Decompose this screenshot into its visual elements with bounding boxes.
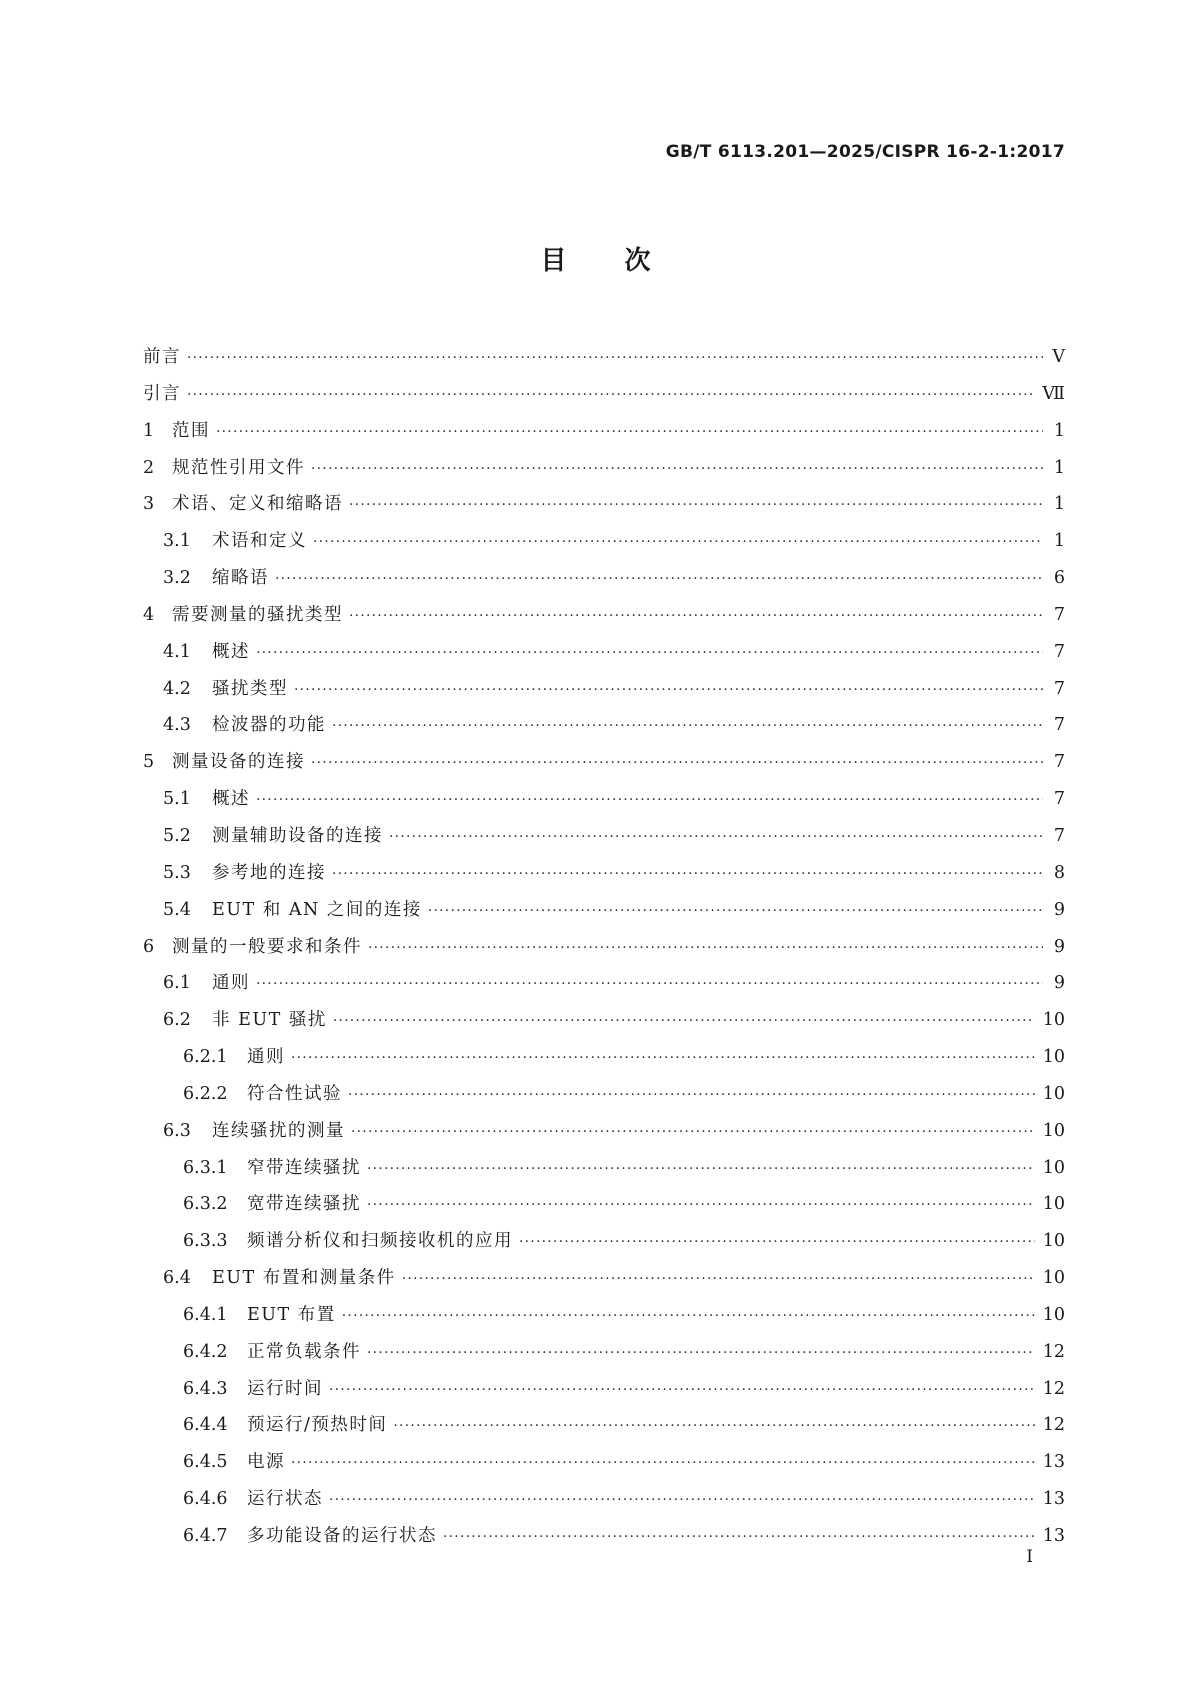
toc-entry-title: 检波器的功能 bbox=[212, 715, 326, 736]
toc-entry-page: 9 bbox=[1053, 899, 1065, 920]
standard-code-header: GB/T 6113.201—2025/CISPR 16-2-1:2017 bbox=[665, 142, 1065, 162]
toc-entry[interactable] bbox=[143, 339, 1065, 376]
toc-dot-leader bbox=[275, 561, 1043, 598]
toc-dot-leader bbox=[367, 1187, 1035, 1224]
toc-dot-leader bbox=[349, 598, 1043, 635]
toc-entry[interactable] bbox=[143, 560, 1065, 597]
toc-entry-title: 频谱分析仪和扫频接收机的应用 bbox=[247, 1231, 513, 1252]
toc-entry-page: 10 bbox=[1042, 1047, 1065, 1068]
toc-entry-number: 6.2.1 bbox=[183, 1047, 228, 1068]
toc-entry-page: 10 bbox=[1042, 1268, 1065, 1289]
toc-dot-leader bbox=[187, 377, 1034, 414]
toc-entry[interactable] bbox=[143, 1518, 1065, 1555]
toc-entry-number: 6.4.5 bbox=[183, 1452, 228, 1473]
toc-entry[interactable] bbox=[143, 1407, 1065, 1444]
toc-dot-leader bbox=[256, 782, 1043, 819]
toc-entry-page: 9 bbox=[1053, 936, 1065, 957]
toc-dot-leader bbox=[291, 1040, 1035, 1077]
toc-entry-title: 测量辅助设备的连接 bbox=[212, 825, 383, 846]
toc-entry[interactable] bbox=[143, 1371, 1065, 1408]
toc-dot-leader bbox=[311, 451, 1043, 488]
toc-entry-number: 6.4.7 bbox=[183, 1526, 228, 1546]
toc-entry-title: 窄带连续骚扰 bbox=[247, 1157, 361, 1178]
toc-entry-title: 术语和定义 bbox=[212, 531, 307, 552]
toc-dot-leader bbox=[367, 1335, 1035, 1372]
toc-entry-number: 1 bbox=[143, 420, 155, 441]
toc-entry-title: 通则 bbox=[212, 973, 250, 994]
toc-dot-leader bbox=[342, 1298, 1035, 1335]
toc-entry-title: 规范性引用文件 bbox=[172, 457, 305, 478]
toc-entry-page: 7 bbox=[1053, 678, 1065, 699]
toc-dot-leader bbox=[519, 1224, 1035, 1261]
toc-entry-title: 骚扰类型 bbox=[212, 678, 288, 699]
toc-entry[interactable] bbox=[143, 1076, 1065, 1113]
toc-entry[interactable] bbox=[143, 1150, 1065, 1187]
toc-entry-title: 连续骚扰的测量 bbox=[212, 1120, 345, 1141]
toc-entry-title: 前言 bbox=[143, 347, 181, 367]
toc-entry-number: 6.2 bbox=[163, 1010, 191, 1031]
toc-entry-page: 6 bbox=[1053, 568, 1065, 589]
toc-entry-number: 2 bbox=[143, 457, 155, 478]
toc-dot-leader bbox=[256, 635, 1043, 672]
toc-entry-number: 6.4 bbox=[163, 1268, 191, 1289]
toc-entry-title: 参考地的连接 bbox=[212, 862, 326, 883]
toc-entry-number: 6.3.1 bbox=[183, 1157, 228, 1178]
toc-entry-number: 6.2.2 bbox=[183, 1083, 228, 1104]
toc-entry-number: 3 bbox=[143, 494, 155, 515]
toc-entry-title: 非 EUT 骚扰 bbox=[212, 1010, 327, 1031]
toc-entry-title: 概述 bbox=[212, 641, 250, 662]
toc-entry-title: 预运行/预热时间 bbox=[247, 1415, 388, 1436]
toc-entry[interactable] bbox=[143, 486, 1065, 523]
toc-entry[interactable] bbox=[143, 1297, 1065, 1334]
toc-entry-page: 8 bbox=[1053, 862, 1065, 883]
toc-entry-title: 宽带连续骚扰 bbox=[247, 1194, 361, 1215]
toc-entry-number: 4.2 bbox=[163, 678, 191, 699]
toc-entry[interactable] bbox=[143, 597, 1065, 634]
toc-entry[interactable] bbox=[143, 929, 1065, 966]
toc-entry-title: 测量设备的连接 bbox=[172, 752, 305, 773]
toc-entry-number: 3.2 bbox=[163, 568, 191, 589]
toc-entry-number: 4.3 bbox=[163, 715, 191, 736]
toc-entry-number: 6.3.3 bbox=[183, 1231, 228, 1252]
toc-entry[interactable] bbox=[143, 892, 1065, 929]
toc-dot-leader bbox=[351, 1114, 1035, 1151]
toc-entry-title: 运行状态 bbox=[247, 1489, 323, 1510]
toc-dot-leader bbox=[216, 414, 1043, 451]
toc-dot-leader bbox=[389, 819, 1043, 856]
toc-dot-leader bbox=[348, 1077, 1035, 1114]
toc-entry-number: 5.4 bbox=[163, 899, 191, 920]
toc-dot-leader bbox=[402, 1261, 1035, 1298]
toc-entry-page: 7 bbox=[1053, 789, 1065, 810]
toc-entry[interactable] bbox=[143, 744, 1065, 781]
toc-entry-number: 6 bbox=[143, 936, 155, 957]
toc-entry[interactable] bbox=[143, 1113, 1065, 1150]
toc-entry-number: 6.4.3 bbox=[183, 1378, 228, 1399]
toc-entry-title: 缩略语 bbox=[212, 568, 269, 589]
toc-entry-number: 6.3 bbox=[163, 1120, 191, 1141]
toc-entry-number: 6.1 bbox=[163, 973, 191, 994]
toc-entry[interactable] bbox=[143, 855, 1065, 892]
toc-entry[interactable] bbox=[143, 781, 1065, 818]
toc-entry[interactable] bbox=[143, 523, 1065, 560]
toc-dot-leader bbox=[367, 1151, 1035, 1188]
toc-entry[interactable] bbox=[143, 965, 1065, 1002]
toc-entry-page: 7 bbox=[1053, 752, 1065, 773]
toc-entry-page: 12 bbox=[1042, 1341, 1065, 1362]
toc-entry[interactable] bbox=[143, 634, 1065, 671]
toc-dot-leader bbox=[368, 930, 1043, 967]
toc-title: 目次 bbox=[540, 246, 709, 276]
page-number: Ⅰ bbox=[1026, 1547, 1033, 1567]
toc-entry[interactable] bbox=[143, 376, 1065, 413]
toc-entry-title: 术语、定义和缩略语 bbox=[172, 494, 343, 515]
toc-entry-page: 10 bbox=[1042, 1120, 1065, 1141]
toc-entry-page: 7 bbox=[1053, 604, 1065, 625]
toc-dot-leader bbox=[333, 1003, 1035, 1040]
toc-entry-title: 引言 bbox=[143, 383, 181, 404]
toc-dot-leader bbox=[349, 487, 1043, 524]
toc-entry-number: 3.1 bbox=[163, 531, 191, 552]
toc-entry-number: 5.1 bbox=[163, 789, 191, 810]
toc-entry-page: 13 bbox=[1042, 1526, 1065, 1546]
toc-entry-page: 1 bbox=[1053, 531, 1065, 552]
toc-entry-page: Ⅴ bbox=[1052, 347, 1065, 367]
toc-entry-number: 6.4.2 bbox=[183, 1341, 228, 1362]
toc-entry[interactable] bbox=[143, 1260, 1065, 1297]
toc-entry-page: 1 bbox=[1053, 494, 1065, 515]
toc-dot-leader bbox=[393, 1408, 1034, 1445]
toc-entry-title: 符合性试验 bbox=[247, 1083, 342, 1104]
toc-dot-leader bbox=[428, 893, 1043, 930]
toc-dot-leader bbox=[294, 672, 1043, 709]
toc-entry-page: 13 bbox=[1042, 1489, 1065, 1510]
table-of-contents bbox=[143, 339, 1065, 1555]
toc-entry-page: Ⅶ bbox=[1042, 383, 1065, 404]
toc-entry[interactable] bbox=[143, 671, 1065, 708]
toc-entry-page: 10 bbox=[1042, 1083, 1065, 1104]
toc-entry[interactable] bbox=[143, 413, 1065, 450]
toc-entry[interactable] bbox=[143, 450, 1065, 487]
toc-entry-page: 1 bbox=[1053, 420, 1065, 441]
toc-entry-page: 9 bbox=[1053, 973, 1065, 994]
toc-dot-leader bbox=[329, 1482, 1035, 1519]
toc-entry[interactable] bbox=[143, 1444, 1065, 1481]
toc-dot-leader bbox=[291, 1445, 1035, 1482]
toc-entry-title: 范围 bbox=[172, 420, 210, 441]
toc-entry[interactable] bbox=[143, 707, 1065, 744]
toc-dot-leader bbox=[329, 1372, 1035, 1409]
toc-entry-title: 正常负载条件 bbox=[247, 1341, 361, 1362]
toc-entry-number: 4 bbox=[143, 604, 155, 625]
toc-entry-title: EUT 布置和测量条件 bbox=[212, 1268, 396, 1289]
toc-entry-title: 多功能设备的运行状态 bbox=[247, 1526, 437, 1546]
toc-entry[interactable] bbox=[143, 1334, 1065, 1371]
toc-entry-title: EUT 布置 bbox=[247, 1304, 336, 1325]
toc-entry-title: 通则 bbox=[247, 1047, 285, 1068]
toc-entry[interactable] bbox=[143, 1002, 1065, 1039]
toc-entry-page: 13 bbox=[1042, 1452, 1065, 1473]
toc-entry-page: 1 bbox=[1053, 457, 1065, 478]
toc-entry-number: 6.3.2 bbox=[183, 1194, 228, 1215]
toc-dot-leader bbox=[187, 340, 1043, 377]
toc-dot-leader bbox=[256, 966, 1043, 1003]
toc-entry-page: 7 bbox=[1053, 825, 1065, 846]
toc-entry-page: 10 bbox=[1042, 1304, 1065, 1325]
toc-entry-number: 6.4.1 bbox=[183, 1304, 228, 1325]
toc-entry-page: 7 bbox=[1053, 641, 1065, 662]
toc-entry[interactable] bbox=[143, 818, 1065, 855]
toc-entry[interactable] bbox=[143, 1039, 1065, 1076]
toc-entry-page: 10 bbox=[1042, 1231, 1065, 1252]
toc-entry-number: 5.2 bbox=[163, 825, 191, 846]
toc-dot-leader bbox=[332, 856, 1043, 893]
toc-entry-page: 7 bbox=[1053, 715, 1065, 736]
toc-entry[interactable] bbox=[143, 1481, 1065, 1518]
toc-entry-page: 10 bbox=[1042, 1010, 1065, 1031]
toc-entry-title: 概述 bbox=[212, 789, 250, 810]
toc-entry-number: 5.3 bbox=[163, 862, 191, 883]
toc-dot-leader bbox=[311, 745, 1043, 782]
toc-entry-number: 4.1 bbox=[163, 641, 191, 662]
toc-entry[interactable] bbox=[143, 1186, 1065, 1223]
toc-entry-number: 5 bbox=[143, 752, 155, 773]
toc-entry-title: 需要测量的骚扰类型 bbox=[172, 604, 343, 625]
toc-entry-title: 电源 bbox=[247, 1452, 285, 1473]
toc-dot-leader bbox=[443, 1519, 1035, 1556]
toc-entry-title: EUT 和 AN 之间的连接 bbox=[212, 899, 422, 920]
toc-entry-page: 12 bbox=[1042, 1415, 1065, 1436]
toc-entry-number: 6.4.6 bbox=[183, 1489, 228, 1510]
toc-entry-page: 10 bbox=[1042, 1194, 1065, 1215]
toc-entry-page: 12 bbox=[1042, 1378, 1065, 1399]
toc-entry-number: 6.4.4 bbox=[183, 1415, 228, 1436]
toc-entry-title: 运行时间 bbox=[247, 1378, 323, 1399]
toc-dot-leader bbox=[313, 524, 1043, 561]
toc-entry-title: 测量的一般要求和条件 bbox=[172, 936, 362, 957]
toc-entry[interactable] bbox=[143, 1223, 1065, 1260]
toc-entry-page: 10 bbox=[1042, 1157, 1065, 1178]
toc-dot-leader bbox=[332, 708, 1043, 745]
